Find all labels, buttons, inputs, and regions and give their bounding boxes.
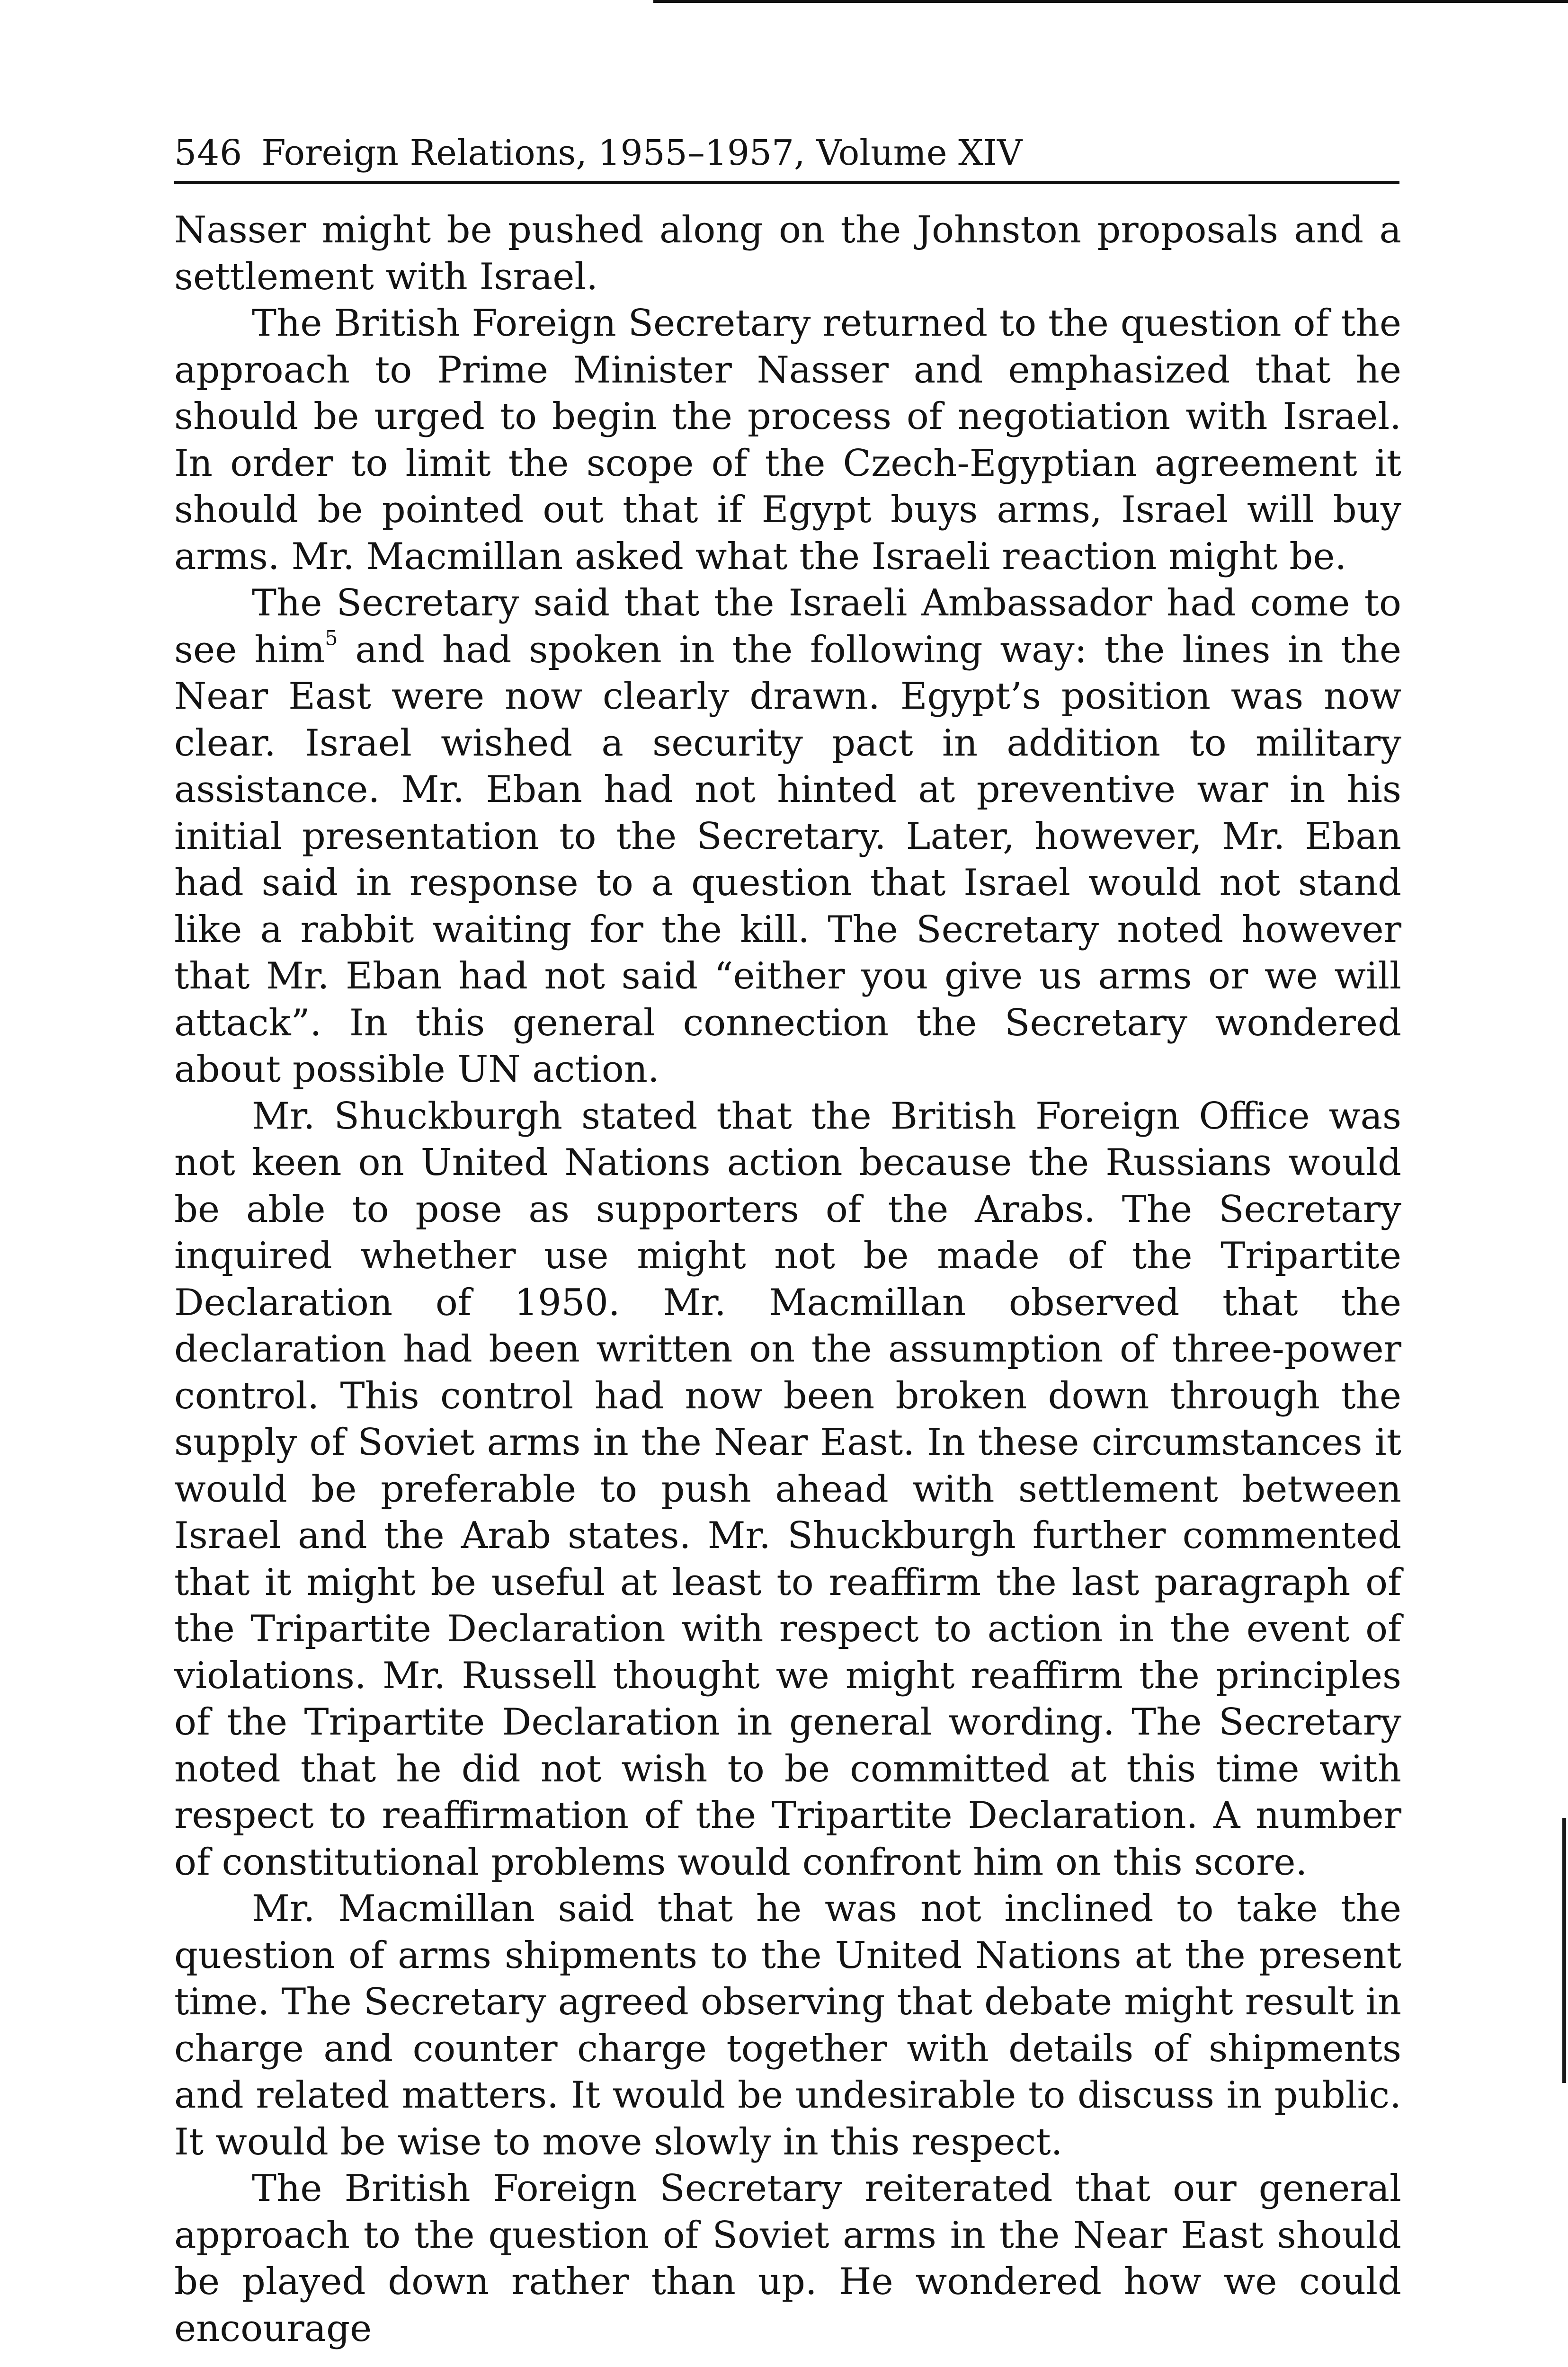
body-text: [174, 207, 1401, 2352]
document-page: [174, 127, 1401, 2367]
top-edge-rule: [653, 0, 1568, 3]
paragraph-6: The British Foreign Secretary reiterated that our general approach to the question of Soviet arms in the Near East should be played down rather than up. He wondered how we could encourage: [174, 2167, 1401, 2350]
paragraph-1: Nasser might be pushed along on the Johnston proposals and a settlement with Israel.: [174, 209, 1401, 298]
running-title: Foreign Relations, 1955–1957, Volume XIV: [261, 133, 1023, 173]
paragraph-5: Mr. Macmillan said that he was not inclined to take the question of arms shipments to the United Nations at the present time. The Secretary agreed observing that debate might result in charge and counter charge together with details of shipments and related matters. It would be undesirable to discuss in public. It would be wise to move slowly in this respect.: [174, 1887, 1401, 2163]
paragraph-2: The British Foreign Secretary returned to the question of the approach to Prime Minister Nasser and emphasized that he should be urged to begin the process of negotiation with Israel. In order to limit the scope of the Czech-Egyptian agreement it should be pointed out that if Egypt buys arms, Israel will buy arms. Mr. Macmillan asked what the Israeli reaction might be.: [174, 302, 1401, 578]
page-number: 546: [174, 133, 243, 173]
paragraph-3: [174, 580, 1401, 1093]
paragraph-3-text: The Secretary said that the Israeli Ambassador had come to see him: [174, 582, 1401, 671]
paragraph-3-continued: and had spoken in the following way: the lines in the Near East were now clearly drawn. Egypt’s position was now clear. Israel wished a security pact in addition to military assistance. Mr. Eban had not hinted at preventive war in his initial presentation to the Secretary. Later, however, Mr. Eban had said in response to a question that Israel would not stand like a rabbit waiting for the kill. The Secretary noted however that Mr. Eban had not said “either you give us arms or we will attack”. In this general connection the Secretary wondered about possible UN action.: [174, 628, 1401, 1091]
running-head: [174, 127, 1399, 184]
paragraph-4: Mr. Shuckburgh stated that the British Foreign Office was not keen on United Nations action because the Russians would be able to pose as supporters of the Arabs. The Secretary inquired whether use might not be made of the Tripartite Declaration of 1950. Mr. Macmillan observed that the declaration had been written on the assumption of three-power control. This control had now been broken down through the supply of Soviet arms in the Near East. In these circumstances it would be preferable to push ahead with settlement between Israel and the Arab states. Mr. Shuckburgh further commented that it might be useful at least to reaffirm the last paragraph of the Tripartite Declaration with respect to action in the event of violations. Mr. Russell thought we might reaffirm the principles of the Tripartite Declaration in general wording. The Secretary noted that he did not wish to be committed at this time with respect to reaffirmation of the Tripartite Declaration. A number of constitutional problems would confront him on this score.: [174, 1095, 1401, 1884]
right-edge-mark: [1562, 1818, 1566, 2083]
footnote-reference: 5: [325, 626, 338, 650]
